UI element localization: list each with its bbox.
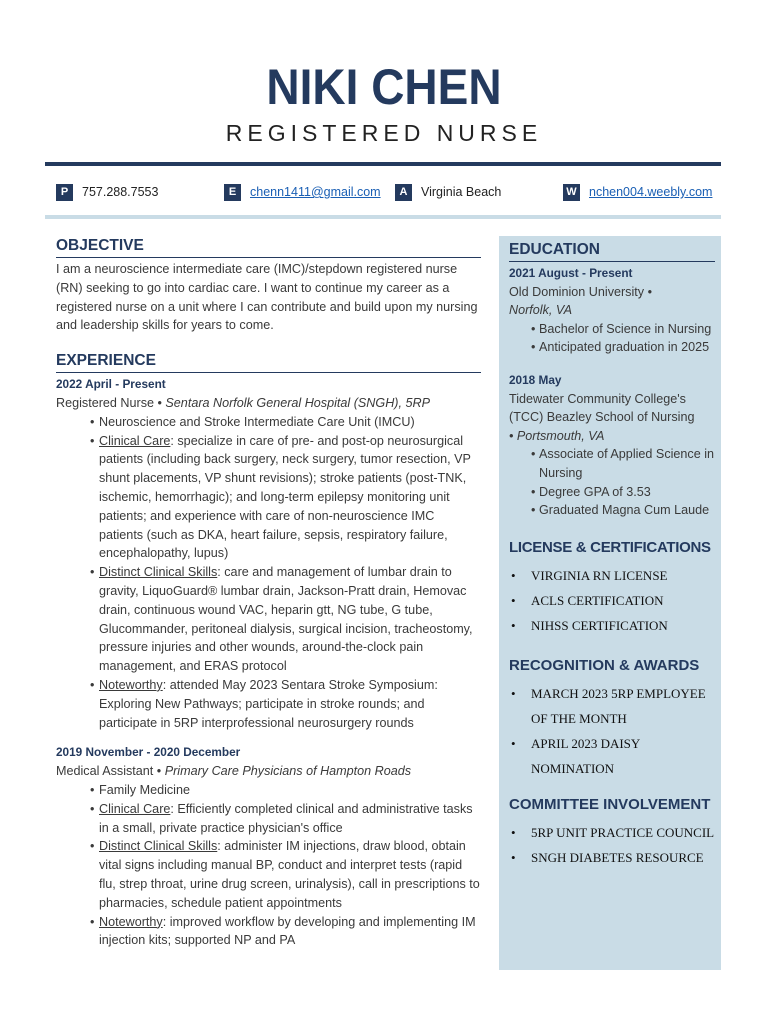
license-item: • ACLS CERTIFICATION [509,588,715,613]
job-bullet: • Clinical Care: Efficiently completed clinical and administrative tasks in a small, private practice physician's office [92,800,481,838]
award-item: • APRIL 2023 DAISY NOMINATION [509,731,715,781]
education-bullet: • Graduated Magna Cum Laude [531,501,715,520]
education-location: • Portsmouth, VA [509,428,605,443]
job-date: 2019 November - 2020 December [56,745,241,760]
job-title-line [56,394,481,413]
education-date: 2018 May [509,372,562,387]
committee-item: • 5RP UNIT PRACTICE COUNCIL [509,820,715,845]
address-text: Virginia Beach [421,185,502,199]
candidate-title: REGISTERED NURSE [225,120,543,146]
education-bullet: • Degree GPA of 3.53 [531,483,715,502]
education-school: Tidewater Community College's (TCC) Beazley School of Nursing [509,391,695,425]
education-entry [509,264,715,357]
job-bullet: • Noteworthy: improved workflow by developing and implementing IM injection kits; supported NP and PA [92,913,481,951]
job-employer: Sentara Norfolk General Hospital (SNGH), 5RP [165,395,430,410]
education-entry [509,371,715,520]
phone-number: 757.288.7553 [82,185,159,199]
awards-heading: RECOGNITION & AWARDS [509,656,700,674]
email-link[interactable]: chenn1411@gmail.com [250,185,381,199]
main-column [56,236,481,950]
education-date: 2021 August - Present [509,266,633,280]
education-bullet: • Anticipated graduation in 2025 [531,338,715,357]
job-bullet: • Distinct Clinical Skills: care and management of lumbar drain to gravity, LiquoGuard® lumbar drain, Jackson-Pratt drain, Hemovac drain, continuous wound VAC, heparin gtt, NG tube, G tube, Glucommander, peritoneal dialysis, surgical incision, tracheostomy, pressure injuries and other wounds, around-the-clock pain management, and ERAS protocol [92,563,481,676]
job-date: 2022 April - Present [56,377,166,392]
committees-heading: COMMITTEE INVOLVEMENT [509,795,711,813]
objective-heading: OBJECTIVE [56,236,481,258]
education-location: Norfolk, VA [509,303,572,318]
job-title-line [56,762,481,781]
job-employer: Primary Care Physicians of Hampton Roads [164,764,412,779]
contact-address [395,182,501,202]
education-bullet: • Associate of Applied Science in Nursing [531,445,715,482]
address-badge: A [395,184,412,201]
candidate-name: NIKI CHEN [266,59,502,115]
job-bullet: • Distinct Clinical Skills: administer IM injections, draw blood, obtain vital signs including manual BP, conduct and interpret tests (rapid flu, strep throat, urine drug screen, urinalysis), call in prescriptions to pharmacies, schedule patient appointments [92,837,481,912]
job-bullet: • Noteworthy: attended May 2023 Sentara Stroke Symposium: Exploring New Pathways; participate in stroke rounds; and participate in 5RP interprofessional neurosurgery rounds [92,676,481,732]
education-school: Old Dominion University • [509,284,652,299]
license-item: • VIRGINIA RN LICENSE [509,563,715,588]
education-bullet: • Bachelor of Science in Nursing [531,320,715,339]
license-item: • NIHSS CERTIFICATION [509,613,715,638]
job-entry [56,743,481,950]
committee-item: • SNGH DIABETES RESOURCE [509,845,715,870]
phone-badge: P [56,184,73,201]
licenses-heading: LICENSE & CERTIFICATIONS [509,538,711,556]
header-divider [45,162,721,166]
job-bullet: • Family Medicine [92,781,481,800]
contact-divider [45,215,721,219]
contact-website [563,182,712,202]
job-bullet: • Neuroscience and Stroke Intermediate Care Unit (IMCU) [92,413,481,432]
job-role: Registered Nurse • [56,395,162,410]
job-role: Medical Assistant • [56,764,162,779]
experience-heading: EXPERIENCE [56,351,481,373]
website-link[interactable]: nchen004.weebly.com [589,185,713,199]
contact-phone [56,182,158,202]
email-badge: E [224,184,241,201]
award-item: • MARCH 2023 5RP EMPLOYEE OF THE MONTH [509,681,715,731]
objective-text: I am a neuroscience intermediate care (IMC)/stepdown registered nurse (RN) seeking to go into cardiac care. I want to continue my career as a registered nurse on a unit where I can contribute and build upon my nursing and leadership skills for years to come. [56,262,478,333]
education-heading: EDUCATION [509,240,715,262]
job-bullet: • Clinical Care: specialize in care of pre- and post-op neurosurgical patients (including back surgery, neck surgery, tumor resection, VP shunt placements, VP shunt revisions); stroke patients (post-TNK, ischemic, hemorrhagic); and long-term epilepsy monitoring unit patients; and experience with care of non-neuroscience IMC patients (such as DKA, heart failure, sepsis, respiratory failure, encephalopathy, lupus) [92,432,481,564]
contact-email [224,182,381,202]
website-badge: W [563,184,580,201]
sidebar [499,236,721,970]
job-entry [56,375,481,732]
